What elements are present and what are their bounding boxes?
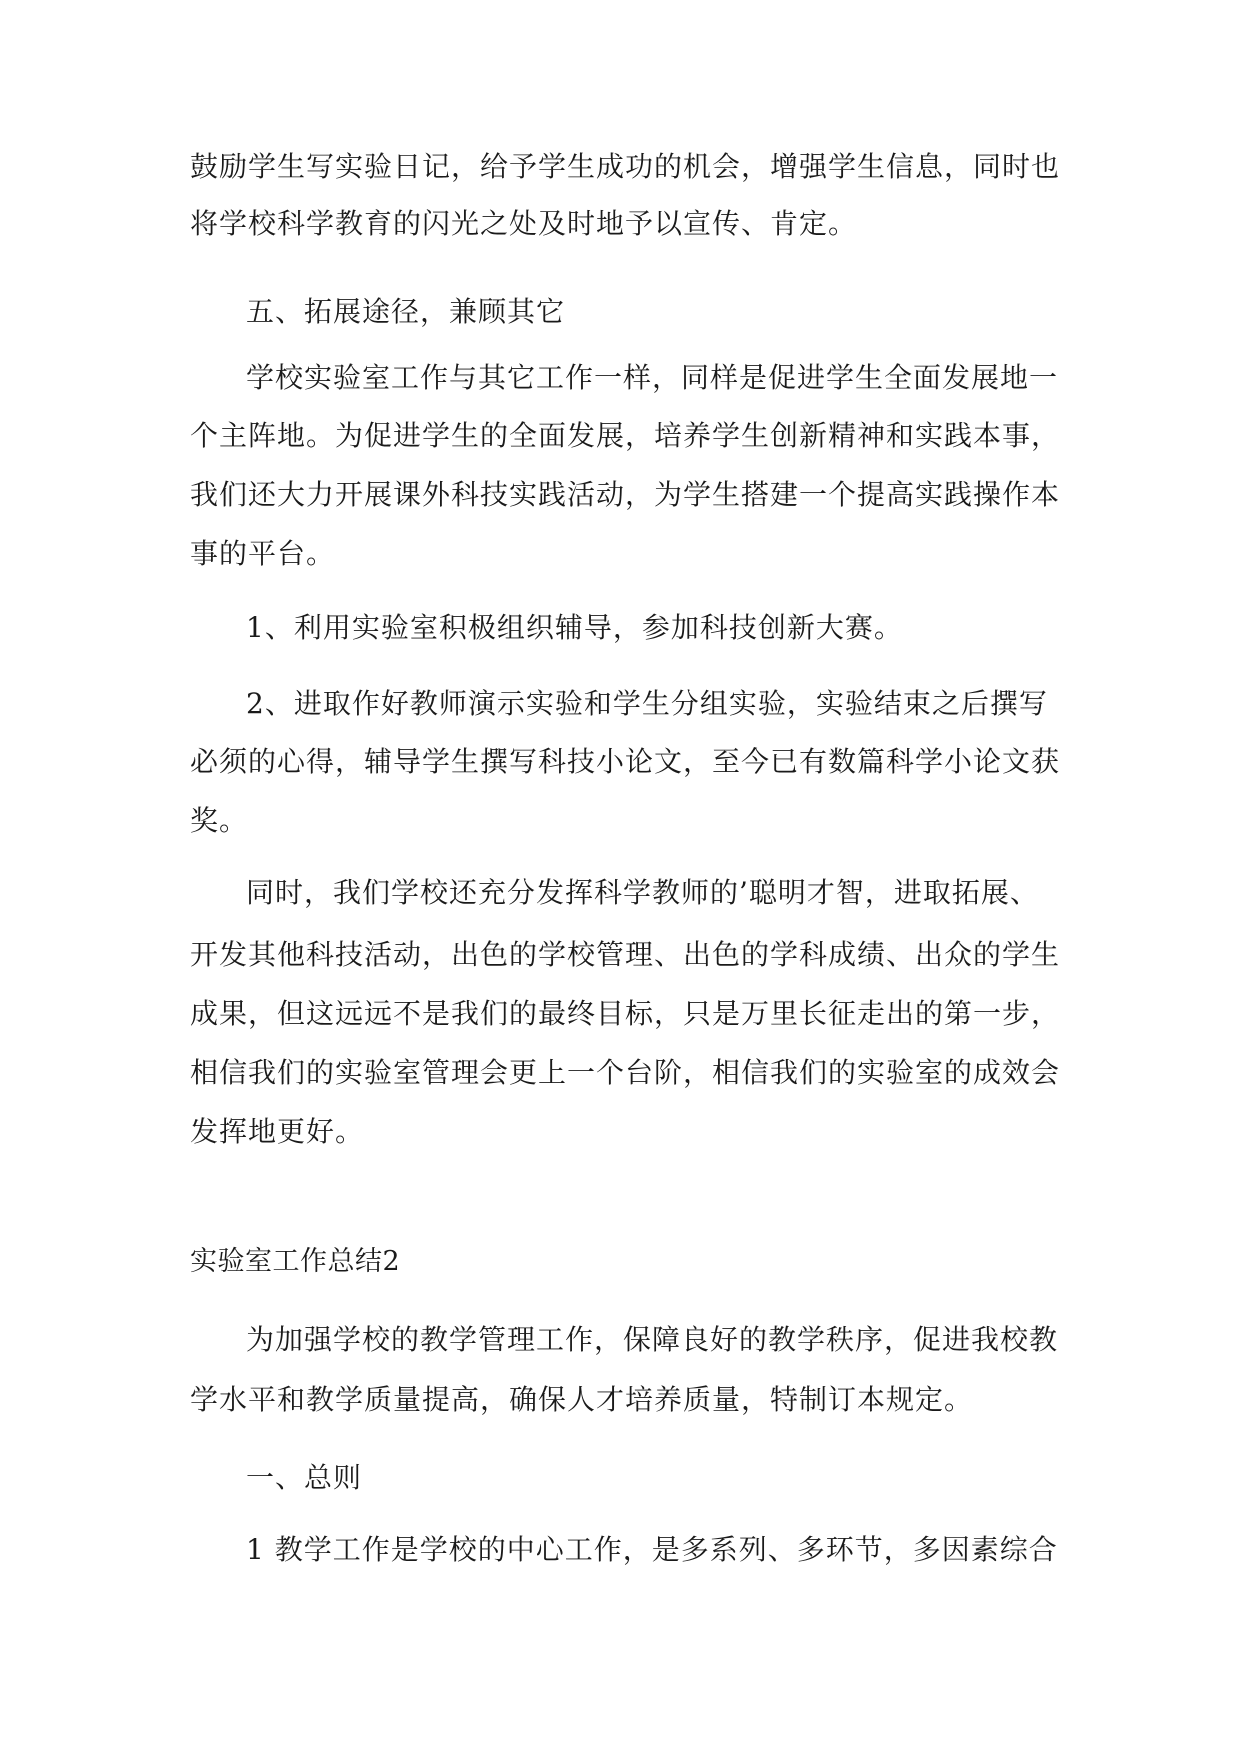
paragraph-line: 同时，我们学校还充分发挥科学教师的’聪明才智，进取拓展、 (246, 876, 1039, 909)
paragraph-line: 将学校科学教育的闪光之处及时地予以宣传、肯定。 (190, 207, 858, 240)
paragraph-line: 为加强学校的教学管理工作，保障良好的教学秩序，促进我校教 (246, 1323, 1059, 1356)
paragraph-line: 我们还大力开展课外科技实践活动，为学生搭建一个提高实践操作本 (190, 478, 1061, 511)
paragraph-line: 相信我们的实验室管理会更上一个台阶，相信我们的实验室的成效会 (190, 1056, 1061, 1089)
paragraph-line: 事的平台。 (190, 537, 336, 570)
paragraph-line: 成果，但这远远不是我们的最终目标，只是万里长征走出的第一步， (190, 997, 1061, 1030)
list-item: 2、进取作好教师演示实验和学生分组实验，实验结束之后撰写 (246, 687, 1048, 720)
section-heading: 一、总则 (246, 1461, 363, 1494)
paragraph-line: 必须的心得，辅导学生撰写科技小论文，至今已有数篇科学小论文获 (190, 745, 1061, 778)
section-heading: 五、拓展途径，兼顾其它 (246, 295, 566, 328)
paragraph-line: 个主阵地。为促进学生的全面发展，培养学生创新精神和实践本事， (190, 419, 1061, 452)
list-item: 1、利用实验室积极组织辅导，参加科技创新大赛。 (246, 611, 903, 644)
paragraph-line: 奖。 (190, 804, 249, 837)
document-title: 实验室工作总结2 (190, 1246, 401, 1277)
paragraph-line: 1 教学工作是学校的中心工作，是多系列、多环节，多因素综合 (246, 1533, 1058, 1566)
paragraph-line: 开发其他科技活动，出色的学校管理、出色的学科成绩、出众的学生 (190, 938, 1061, 971)
paragraph-line: 鼓励学生写实验日记，给予学生成功的机会，增强学生信息，同时也 (190, 150, 1061, 183)
paragraph-line: 发挥地更好。 (190, 1115, 365, 1148)
paragraph-line: 学水平和教学质量提高，确保人才培养质量，特制订本规定。 (190, 1383, 974, 1416)
paragraph-line: 学校实验室工作与其它工作一样，同样是促进学生全面发展地一 (246, 361, 1059, 394)
